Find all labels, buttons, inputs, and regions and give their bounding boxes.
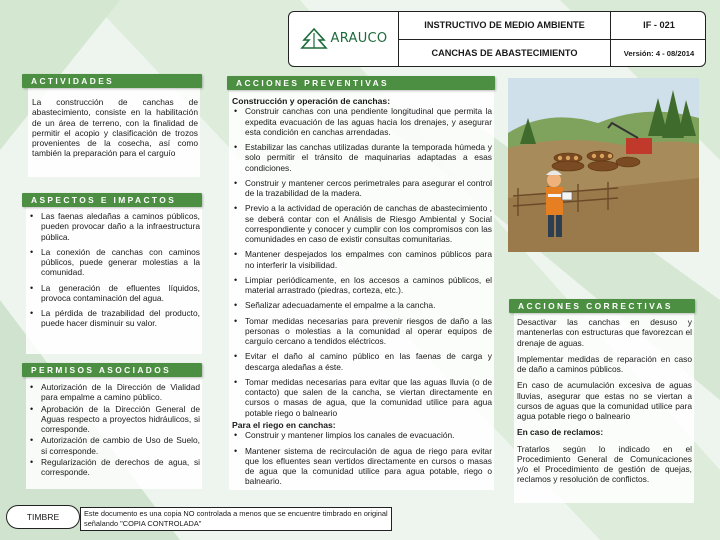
list-item: • Tomar medidas necesarias para prevenir riesgos de daño a las personas o molestias a la comunidad al operar equipos de carguío cercano a tendidos eléctricos.: [232, 316, 492, 347]
aspectos-panel: [26, 206, 202, 354]
list-item: • Construir y mantener limpios los canales de evacuación.: [232, 430, 492, 440]
control-note: Este documento es una copia NO controlada a menos que se encuentre timbrado en original señalando "COPIA CONTROLADA": [80, 507, 392, 531]
list-item: • Aprobación de la Dirección General de Aguas respecto a proyectos hidráulicos, si corresponde.: [28, 404, 200, 435]
arauco-tree-icon: [300, 28, 328, 50]
log-yard-illustration: [508, 78, 699, 252]
document-type: INSTRUCTIVO DE MEDIO AMBIENTE: [399, 12, 611, 40]
reclamos-text: Tratarlos según lo indicado en el Procedimiento General de Comunicaciones y/o el Procedimiento de gestión de quejas, reclamos y resolución de conflictos.: [517, 443, 692, 485]
correctivas-paragraph: Implementar medidas de reparación en caso de daño a caminos públicos.: [517, 353, 692, 374]
aspectos-title: ASPECTOS E IMPACTOS: [22, 193, 202, 207]
company-logo: [289, 12, 399, 66]
preventivas-title: ACCIONES PREVENTIVAS: [227, 76, 495, 90]
list-item: • La generación de efluentes líquidos, provoca contaminación del agua.: [28, 283, 200, 304]
correctivas-panel: [514, 313, 694, 503]
preventivas-section1-title: Construcción y operación de canchas:: [232, 96, 391, 106]
list-item: • Limpiar periódicamente, en los accesos a caminos públicos, el material arrastrado (piedras, corteza, etc.).: [232, 275, 492, 296]
correctivas-paragraph: En caso de acumulación excesiva de aguas lluvias, asegurar que estas no se viertan a cursos de aguas que la comunidad utilice para agua potable riego o balneario: [517, 380, 692, 421]
actividades-title: ACTIVIDADES: [22, 74, 202, 88]
log-yard-image: [508, 78, 699, 252]
list-item: • Tomar medidas necesarias para evitar que las aguas lluvia (o de contacto) que salen de la cancha, se viertan directamente en cursos o masas de agua, que la comunidad utilice para agua potable riego o balneario: [232, 377, 492, 418]
list-item: • La pérdida de trazabilidad del producto, puede hacer disminuir su valor.: [28, 308, 200, 329]
list-item: • Previo a la actividad de operación de canchas de abastecimiento , se deberá contar con el Análisis de Riesgo Ambiental y Social correspondiente y conocer y cumplir con los compromisos con las comunidades en caso de existir consultas comunitarias.: [232, 203, 492, 244]
aspectos-list: [28, 211, 200, 329]
correctivas-paragraph: Desactivar las canchas en desuso y mantenerlas con estructuras que favorezcan el drenaje de aguas.: [517, 317, 692, 348]
correctivas-title: ACCIONES CORRECTIVAS: [509, 299, 695, 313]
preventivas-section2-title: Para el riego en canchas:: [232, 419, 336, 430]
list-item: • Las faenas aledañas a caminos públicos, pueden provocar daño a la infraestructura pública.: [28, 211, 200, 242]
preventivas-panel: [229, 90, 494, 490]
actividades-panel: [28, 87, 200, 177]
list-item: • Autorización de la Dirección de Vialidad para empalme a camino público.: [28, 382, 200, 403]
permisos-panel: [26, 377, 202, 489]
preventivas-section1-list: [232, 106, 492, 418]
list-item: • Evitar el daño al camino público en las faenas de carga y descarga aledañas a éste.: [232, 351, 492, 372]
document-header: [288, 11, 706, 67]
document-version: Versión: 4 - 08/2014: [623, 49, 695, 59]
permisos-title: PERMISOS ASOCIADOS: [22, 363, 202, 377]
list-item: • Autorización de cambio de Uso de Suelo, si corresponde.: [28, 435, 200, 456]
list-item: • La conexión de canchas con caminos públicos, puede generar molestias a la comunidad.: [28, 247, 200, 278]
list-item: • Mantener despejados los empalmes con caminos públicos para no interferir la visibilidad.: [232, 249, 492, 270]
list-item: • Regularización de derechos de agua, si corresponde.: [28, 457, 200, 478]
document-code: IF - 021: [611, 12, 706, 40]
preventivas-section2-list: [232, 430, 492, 486]
permisos-list: [28, 382, 200, 477]
stamp-label: TIMBRE: [6, 505, 80, 529]
list-item: • Estabilizar las canchas utilizadas durante la temporada húmeda y solo permitir el tránsito de maquinarias adaptadas a esas condiciones.: [232, 142, 492, 173]
reclamos-title: En caso de reclamos:: [517, 427, 604, 438]
list-item: • Construir canchas con una pendiente longitudinal que permita la expedita evacuación de las aguas hacia los drenajes, y asegurar esta condición en canchas arrendadas.: [232, 106, 492, 137]
actividades-text: La construcción de canchas de abastecimiento, consiste en la habilitación de un área de terreno, con la finalidad de permitir el acopio y clasificación de trozos provenientes de la cosecha, así como también la preparación para el carguío: [32, 97, 198, 159]
list-item: • Señalizar adecuadamente el empalme a la cancha.: [232, 300, 492, 310]
list-item: • Construir y mantener cercos perimetrales para asegurar el control de la trazabilidad de la madera.: [232, 178, 492, 199]
document-subject: CANCHAS DE ABASTECIMIENTO: [399, 40, 611, 67]
list-item: • Mantener sistema de recirculación de agua de riego para evitar que los efluentes sean vertidos directamente en cursos o masas de agua que la comunidad utilice para agua potable, riego o balneario.: [232, 446, 492, 487]
company-name: ARAUCO: [330, 31, 388, 47]
